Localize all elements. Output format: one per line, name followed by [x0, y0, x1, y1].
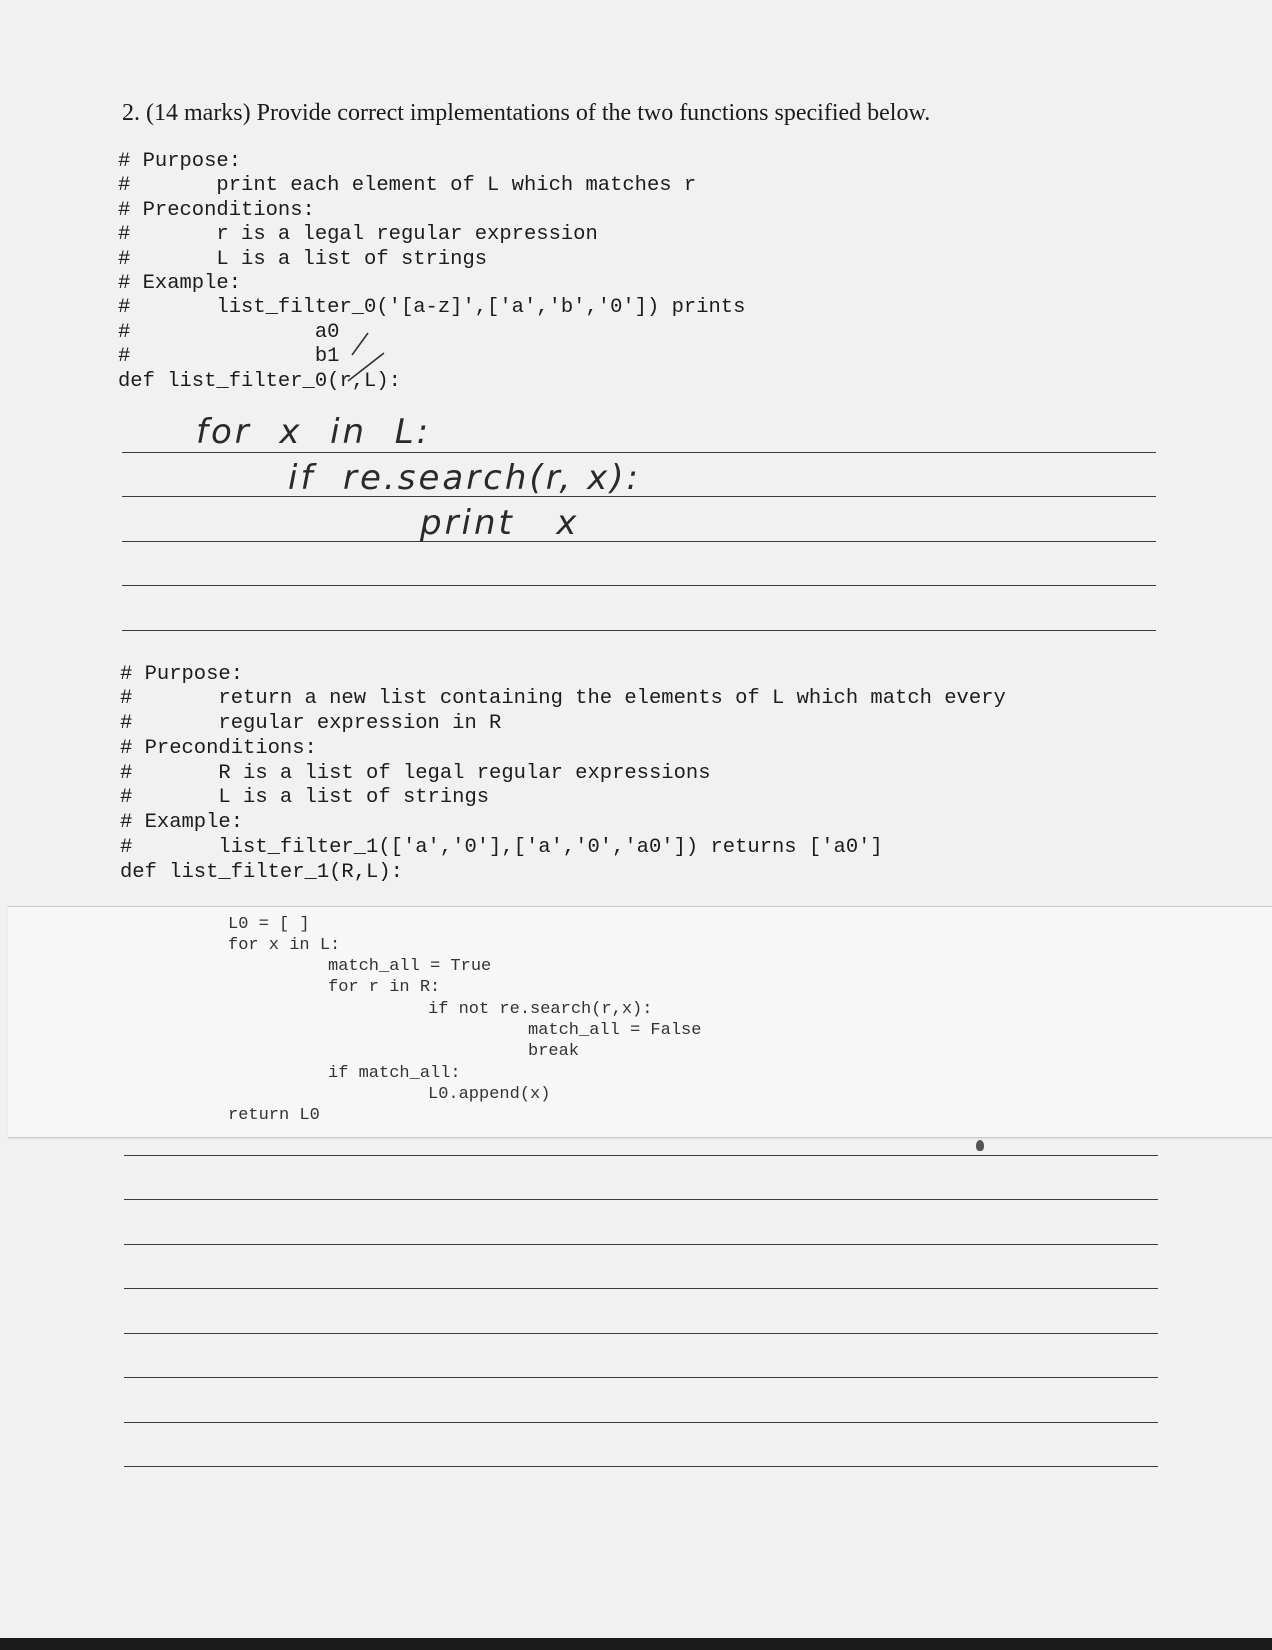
- answer-line: [124, 1199, 1158, 1200]
- handwritten-line-2: if re.search(r, x):: [288, 458, 642, 498]
- spec1-line-1: # Purpose:: [120, 663, 244, 686]
- def-list-filter-1: def list_filter_1(R,L):: [120, 861, 403, 884]
- code-line: L0 = [ ]: [228, 915, 310, 934]
- spec1-line-2: # return a new list containing the elements of L which match every: [120, 687, 1006, 710]
- answer-line: [122, 541, 1156, 542]
- answer-line: [124, 1466, 1158, 1467]
- answer-line: [124, 1422, 1158, 1423]
- spec0-line-2: # print each element of L which matches r: [118, 174, 697, 197]
- spec1-line-8: # list_filter_1(['a','0'],['a','0','a0']) returns ['a0']: [120, 836, 883, 859]
- def-list-filter-0: def list_filter_0(r,L):: [118, 370, 401, 393]
- spec1-line-6: # L is a list of strings: [120, 786, 490, 809]
- code-line: break: [528, 1042, 580, 1061]
- code-line: for r in R:: [328, 978, 441, 997]
- answer-line: [124, 1377, 1158, 1378]
- pencil-mark: [976, 1140, 984, 1151]
- code-line: match_all = False: [528, 1021, 702, 1040]
- answer-line: [124, 1244, 1158, 1245]
- spec1-line-5: # R is a list of legal regular expressions: [120, 762, 711, 785]
- code-line: L0.append(x): [428, 1085, 551, 1104]
- answer-line: [124, 1155, 1158, 1156]
- spec1-line-7: # Example:: [120, 811, 244, 834]
- answer-line: [122, 585, 1156, 586]
- spec1-line-3: # regular expression in R: [120, 712, 502, 735]
- handwritten-line-3: print x: [420, 503, 580, 543]
- answer-line: [124, 1333, 1158, 1334]
- code-line: match_all = True: [328, 957, 492, 976]
- answer-line: [124, 1288, 1158, 1289]
- spec0-line-7: # list_filter_0('[a-z]',['a','b','0']) prints: [118, 296, 746, 319]
- code-line: for x in L:: [228, 936, 341, 955]
- handwritten-line-1: for x in L:: [196, 412, 432, 452]
- spec0-line-6: # Example:: [118, 272, 242, 295]
- spec0-line-3: # Preconditions:: [118, 199, 315, 222]
- question-heading: 2. (14 marks) Provide correct implementations of the two functions specified below.: [122, 100, 931, 126]
- answer-line: [122, 630, 1156, 631]
- spec0-line-1: # Purpose:: [118, 150, 242, 173]
- code-line: if match_all:: [328, 1064, 461, 1083]
- pasted-answer-strip: [8, 906, 1272, 1138]
- spec0-line-4: # r is a legal regular expression: [118, 223, 598, 246]
- code-line: return L0: [228, 1106, 320, 1125]
- code-line: if not re.search(r,x):: [428, 1000, 653, 1019]
- answer-line: [122, 452, 1156, 453]
- spec0-line-8: # a0: [118, 321, 340, 344]
- spec0-line-5: # L is a list of strings: [118, 248, 488, 271]
- pen-strike-marks: [340, 325, 390, 385]
- spec1-line-4: # Preconditions:: [120, 737, 317, 760]
- spec0-line-9: # b1: [118, 345, 340, 368]
